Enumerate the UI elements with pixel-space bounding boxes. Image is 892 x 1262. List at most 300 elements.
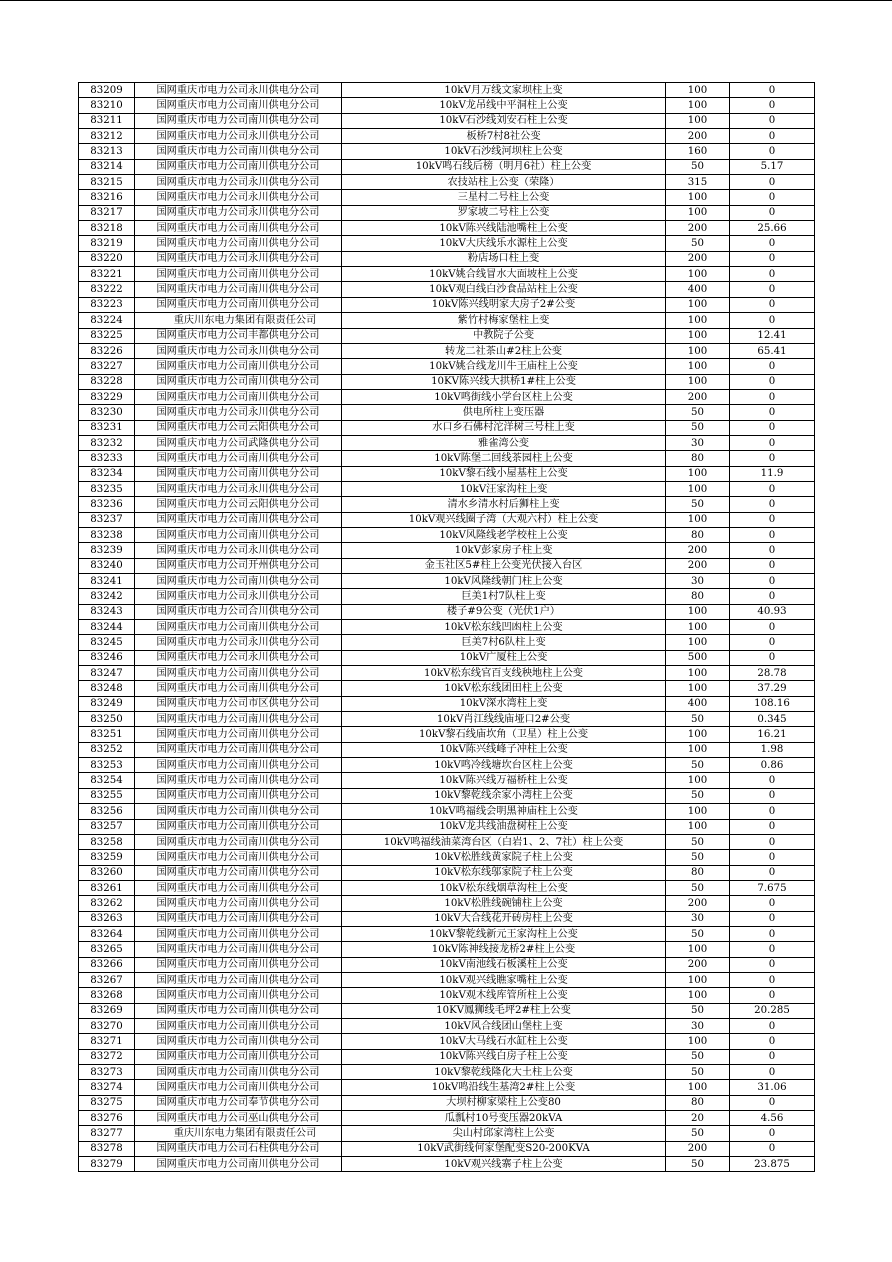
- transformer-name-cell: 10kV鸣冷线塘坎台区柱上公变: [342, 758, 666, 773]
- value-cell: 0: [730, 267, 815, 282]
- transformer-name-cell: 10kV风隆线老学校柱上公变: [342, 527, 666, 542]
- company-cell: 国网重庆市电力公司南川供电分公司: [135, 527, 342, 542]
- row-id-cell: 83257: [79, 819, 135, 834]
- transformer-name-cell: 中教院子公变: [342, 328, 666, 343]
- company-cell: 国网重庆市电力公司南川供电分公司: [135, 113, 342, 128]
- row-id-cell: 83243: [79, 604, 135, 619]
- value-cell: 0: [730, 98, 815, 113]
- value-cell: 0: [730, 865, 815, 880]
- value-cell: 0: [730, 788, 815, 803]
- transformer-name-cell: 10kV大马线石水缸柱上公变: [342, 1034, 666, 1049]
- row-id-cell: 83267: [79, 972, 135, 987]
- capacity-cell: 100: [666, 604, 730, 619]
- row-id-cell: 83222: [79, 282, 135, 297]
- row-id-cell: 83258: [79, 834, 135, 849]
- row-id-cell: 83250: [79, 712, 135, 727]
- value-cell: 0: [730, 297, 815, 312]
- company-cell: 国网重庆市电力公司南川供电分公司: [135, 389, 342, 404]
- table-row: [79, 926, 815, 941]
- value-cell: 0: [730, 374, 815, 389]
- company-cell: 国网重庆市电力公司南川供电分公司: [135, 574, 342, 589]
- capacity-cell: 50: [666, 712, 730, 727]
- capacity-cell: 100: [666, 988, 730, 1003]
- transformer-name-cell: 10kV风合线团山堡柱上变: [342, 1018, 666, 1033]
- value-cell: 0: [730, 83, 815, 98]
- value-cell: 0: [730, 589, 815, 604]
- row-id-cell: 83259: [79, 850, 135, 865]
- transformer-name-cell: 10kV大合线花开砖房柱上公变: [342, 911, 666, 926]
- value-cell: 0: [730, 1049, 815, 1064]
- row-id-cell: 83218: [79, 221, 135, 236]
- transformer-name-cell: 10kV黎乾线隆化大土柱上公变: [342, 1065, 666, 1080]
- transformer-name-cell: 10kV姚合线冒水大面坡柱上公变: [342, 267, 666, 282]
- value-cell: 0: [730, 144, 815, 159]
- table-row: [79, 543, 815, 558]
- company-cell: 国网重庆市电力公司南川供电分公司: [135, 727, 342, 742]
- value-cell: 0: [730, 972, 815, 987]
- table-row: [79, 850, 815, 865]
- table-row: [79, 1049, 815, 1064]
- capacity-cell: 100: [666, 742, 730, 757]
- row-id-cell: 83210: [79, 98, 135, 113]
- capacity-cell: 100: [666, 972, 730, 987]
- transformer-name-cell: 10kV武街线何家堡配变S20-200KVA: [342, 1141, 666, 1156]
- table-row: [79, 328, 815, 343]
- capacity-cell: 400: [666, 696, 730, 711]
- row-id-cell: 83230: [79, 405, 135, 420]
- transformer-name-cell: 10kV深水湾柱上变: [342, 696, 666, 711]
- row-id-cell: 83232: [79, 435, 135, 450]
- transformer-name-cell: 10kV陈兴线明家大房子2#公变: [342, 297, 666, 312]
- value-cell: 20.285: [730, 1003, 815, 1018]
- company-cell: 国网重庆市电力公司南川供电分公司: [135, 1065, 342, 1080]
- capacity-cell: 200: [666, 957, 730, 972]
- company-cell: 国网重庆市电力公司南川供电分公司: [135, 773, 342, 788]
- row-id-cell: 83236: [79, 497, 135, 512]
- transformer-name-cell: 雅雀湾公变: [342, 435, 666, 450]
- table-row: [79, 497, 815, 512]
- row-id-cell: 83272: [79, 1049, 135, 1064]
- table-row: [79, 635, 815, 650]
- capacity-cell: 50: [666, 420, 730, 435]
- company-cell: 国网重庆市电力公司永川供电分公司: [135, 481, 342, 496]
- value-cell: 0: [730, 911, 815, 926]
- company-cell: 国网重庆市电力公司开州供电分公司: [135, 558, 342, 573]
- value-cell: 0: [730, 1126, 815, 1141]
- value-cell: 25.66: [730, 221, 815, 236]
- value-cell: 0: [730, 834, 815, 849]
- company-cell: 国网重庆市电力公司巫山供电分公司: [135, 1111, 342, 1126]
- row-id-cell: 83241: [79, 574, 135, 589]
- row-id-cell: 83273: [79, 1065, 135, 1080]
- table-row: [79, 343, 815, 358]
- table-row: [79, 190, 815, 205]
- value-cell: 0: [730, 942, 815, 957]
- company-cell: 国网重庆市电力公司南川供电分公司: [135, 850, 342, 865]
- row-id-cell: 83249: [79, 696, 135, 711]
- company-cell: 国网重庆市电力公司南川供电分公司: [135, 1049, 342, 1064]
- row-id-cell: 83209: [79, 83, 135, 98]
- value-cell: 0: [730, 313, 815, 328]
- table-row: [79, 942, 815, 957]
- row-id-cell: 83251: [79, 727, 135, 742]
- value-cell: 0: [730, 850, 815, 865]
- transformer-name-cell: 10kV风隆线朝门柱上公变: [342, 574, 666, 589]
- company-cell: 国网重庆市电力公司永川供电分公司: [135, 83, 342, 98]
- transformer-name-cell: 10kV陈堡二回线茶园柱上公变: [342, 451, 666, 466]
- row-id-cell: 83279: [79, 1157, 135, 1172]
- value-cell: 5.17: [730, 159, 815, 174]
- table-row: [79, 773, 815, 788]
- transformer-name-cell: 10kV陈兴线白房子柱上公变: [342, 1049, 666, 1064]
- row-id-cell: 83242: [79, 589, 135, 604]
- value-cell: 0: [730, 527, 815, 542]
- company-cell: 国网重庆市电力公司永川供电分公司: [135, 589, 342, 604]
- capacity-cell: 315: [666, 175, 730, 190]
- transformer-table: [78, 82, 815, 1172]
- transformer-name-cell: 10kV龙共线油盘树柱上公变: [342, 819, 666, 834]
- capacity-cell: 50: [666, 159, 730, 174]
- company-cell: 国网重庆市电力公司南川供电分公司: [135, 804, 342, 819]
- table-row: [79, 313, 815, 328]
- table-row: [79, 159, 815, 174]
- transformer-name-cell: 10kV松东线凹凼柱上公变: [342, 620, 666, 635]
- table-row: [79, 481, 815, 496]
- table-row: [79, 451, 815, 466]
- table-row: [79, 282, 815, 297]
- capacity-cell: 100: [666, 666, 730, 681]
- transformer-name-cell: 10kV黎石线小屋基柱上公变: [342, 466, 666, 481]
- capacity-cell: 80: [666, 865, 730, 880]
- table-row: [79, 405, 815, 420]
- capacity-cell: 100: [666, 1080, 730, 1095]
- capacity-cell: 30: [666, 911, 730, 926]
- capacity-cell: 100: [666, 328, 730, 343]
- company-cell: 国网重庆市电力公司南川供电分公司: [135, 221, 342, 236]
- row-id-cell: 83237: [79, 512, 135, 527]
- row-id-cell: 83217: [79, 205, 135, 220]
- company-cell: 重庆川东电力集团有限责任公司: [135, 1126, 342, 1141]
- value-cell: 0: [730, 804, 815, 819]
- company-cell: 国网重庆市电力公司南川供电分公司: [135, 374, 342, 389]
- row-id-cell: 83226: [79, 343, 135, 358]
- row-id-cell: 83240: [79, 558, 135, 573]
- company-cell: 国网重庆市电力公司南川供电分公司: [135, 236, 342, 251]
- company-cell: 国网重庆市电力公司永川供电分公司: [135, 405, 342, 420]
- value-cell: 0: [730, 251, 815, 266]
- table-row: [79, 804, 815, 819]
- company-cell: 国网重庆市电力公司永川供电分公司: [135, 251, 342, 266]
- transformer-name-cell: 10kV松东线邬家院子柱上公变: [342, 865, 666, 880]
- table-row: [79, 83, 815, 98]
- value-cell: 0: [730, 650, 815, 665]
- table-row: [79, 527, 815, 542]
- value-cell: 0.86: [730, 758, 815, 773]
- table-row: [79, 512, 815, 527]
- row-id-cell: 83262: [79, 896, 135, 911]
- row-id-cell: 83231: [79, 420, 135, 435]
- table-row: [79, 420, 815, 435]
- row-id-cell: 83274: [79, 1080, 135, 1095]
- row-id-cell: 83235: [79, 481, 135, 496]
- table-row: [79, 98, 815, 113]
- table-row: [79, 144, 815, 159]
- company-cell: 国网重庆市电力公司丰都供电分公司: [135, 328, 342, 343]
- company-cell: 国网重庆市电力公司南川供电分公司: [135, 1034, 342, 1049]
- company-cell: 国网重庆市电力公司永川供电分公司: [135, 175, 342, 190]
- table-row: [79, 374, 815, 389]
- value-cell: 11.9: [730, 466, 815, 481]
- value-cell: 0: [730, 113, 815, 128]
- capacity-cell: 100: [666, 804, 730, 819]
- transformer-name-cell: 10kV陈兴线万福桥柱上公变: [342, 773, 666, 788]
- company-cell: 国网重庆市电力公司南川供电分公司: [135, 1018, 342, 1033]
- capacity-cell: 80: [666, 1095, 730, 1110]
- capacity-cell: 50: [666, 834, 730, 849]
- capacity-cell: 100: [666, 635, 730, 650]
- capacity-cell: 100: [666, 942, 730, 957]
- company-cell: 国网重庆市电力公司南川供电分公司: [135, 911, 342, 926]
- capacity-cell: 160: [666, 144, 730, 159]
- table-row: [79, 1034, 815, 1049]
- row-id-cell: 83252: [79, 742, 135, 757]
- transformer-name-cell: 10kV松东线团田柱上公变: [342, 681, 666, 696]
- row-id-cell: 83270: [79, 1018, 135, 1033]
- capacity-cell: 100: [666, 773, 730, 788]
- row-id-cell: 83265: [79, 942, 135, 957]
- transformer-name-cell: 10kV鸣福线会明黑神庙柱上公变: [342, 804, 666, 819]
- row-id-cell: 83276: [79, 1111, 135, 1126]
- capacity-cell: 50: [666, 880, 730, 895]
- value-cell: 0: [730, 1065, 815, 1080]
- company-cell: 国网重庆市电力公司南川供电分公司: [135, 451, 342, 466]
- transformer-name-cell: 瓜瓢村10号变压器20kVA: [342, 1111, 666, 1126]
- capacity-cell: 400: [666, 282, 730, 297]
- capacity-cell: 100: [666, 205, 730, 220]
- table-row: [79, 681, 815, 696]
- capacity-cell: 500: [666, 650, 730, 665]
- transformer-name-cell: 10kV石沙线刘安石柱上公变: [342, 113, 666, 128]
- transformer-name-cell: 10kV观兴线圈子湾（大观六村）柱上公变: [342, 512, 666, 527]
- table-row: [79, 865, 815, 880]
- value-cell: 108.16: [730, 696, 815, 711]
- capacity-cell: 100: [666, 267, 730, 282]
- transformer-name-cell: 10kV广厦柱上公变: [342, 650, 666, 665]
- company-cell: 国网重庆市电力公司南川供电分公司: [135, 681, 342, 696]
- company-cell: 国网重庆市电力公司南川供电分公司: [135, 865, 342, 880]
- value-cell: 0: [730, 451, 815, 466]
- company-cell: 国网重庆市电力公司石柱供电分公司: [135, 1141, 342, 1156]
- row-id-cell: 83277: [79, 1126, 135, 1141]
- row-id-cell: 83271: [79, 1034, 135, 1049]
- table-row: [79, 1157, 815, 1172]
- transformer-name-cell: 10kV龙吊线中平洞柱上公变: [342, 98, 666, 113]
- table-row: [79, 466, 815, 481]
- table-row: [79, 666, 815, 681]
- row-id-cell: 83227: [79, 359, 135, 374]
- company-cell: 国网重庆市电力公司南川供电分公司: [135, 297, 342, 312]
- table-row: [79, 113, 815, 128]
- company-cell: 国网重庆市电力公司南川供电分公司: [135, 282, 342, 297]
- company-cell: 国网重庆市电力公司南川供电分公司: [135, 666, 342, 681]
- capacity-cell: 80: [666, 451, 730, 466]
- company-cell: 国网重庆市电力公司南川供电分公司: [135, 788, 342, 803]
- company-cell: 国网重庆市电力公司永川供电分公司: [135, 343, 342, 358]
- value-cell: 4.56: [730, 1111, 815, 1126]
- value-cell: 0: [730, 574, 815, 589]
- table-row: [79, 650, 815, 665]
- capacity-cell: 50: [666, 1126, 730, 1141]
- value-cell: 0: [730, 635, 815, 650]
- value-cell: 0: [730, 558, 815, 573]
- capacity-cell: 100: [666, 343, 730, 358]
- value-cell: 0: [730, 435, 815, 450]
- table-row: [79, 696, 815, 711]
- transformer-name-cell: 10kV石沙线河坝柱上公变: [342, 144, 666, 159]
- transformer-name-cell: 10kV观兴线瞧家嘴柱上公变: [342, 972, 666, 987]
- company-cell: 国网重庆市电力公司南川供电分公司: [135, 466, 342, 481]
- row-id-cell: 83229: [79, 389, 135, 404]
- capacity-cell: 50: [666, 1157, 730, 1172]
- capacity-cell: 200: [666, 896, 730, 911]
- table-row: [79, 389, 815, 404]
- capacity-cell: 100: [666, 512, 730, 527]
- value-cell: 28.78: [730, 666, 815, 681]
- value-cell: 0: [730, 957, 815, 972]
- value-cell: 31.06: [730, 1080, 815, 1095]
- company-cell: 国网重庆市电力公司永川供电分公司: [135, 129, 342, 144]
- transformer-name-cell: 10kV松东线烟草沟柱上公变: [342, 880, 666, 895]
- value-cell: 23.875: [730, 1157, 815, 1172]
- row-id-cell: 83224: [79, 313, 135, 328]
- transformer-name-cell: 罗家坡二号柱上公变: [342, 205, 666, 220]
- row-id-cell: 83266: [79, 957, 135, 972]
- table-row: [79, 712, 815, 727]
- company-cell: 国网重庆市电力公司南川供电分公司: [135, 1080, 342, 1095]
- value-cell: 7.675: [730, 880, 815, 895]
- value-cell: 0: [730, 359, 815, 374]
- capacity-cell: 100: [666, 727, 730, 742]
- transformer-name-cell: 10kV陈兴线陆池嘴柱上公变: [342, 221, 666, 236]
- row-id-cell: 83211: [79, 113, 135, 128]
- transformer-name-cell: 金玉社区5#柱上公变光伏接入台区: [342, 558, 666, 573]
- company-cell: 国网重庆市电力公司云阳供电分公司: [135, 497, 342, 512]
- value-cell: 0.345: [730, 712, 815, 727]
- capacity-cell: 100: [666, 1034, 730, 1049]
- capacity-cell: 100: [666, 313, 730, 328]
- capacity-cell: 200: [666, 129, 730, 144]
- company-cell: 国网重庆市电力公司南川供电分公司: [135, 957, 342, 972]
- value-cell: 0: [730, 1034, 815, 1049]
- company-cell: 国网重庆市电力公司南川供电分公司: [135, 159, 342, 174]
- value-cell: 0: [730, 926, 815, 941]
- capacity-cell: 200: [666, 251, 730, 266]
- capacity-cell: 100: [666, 819, 730, 834]
- transformer-name-cell: 清水乡清水村后狮柱上变: [342, 497, 666, 512]
- table-row: [79, 435, 815, 450]
- value-cell: 37.29: [730, 681, 815, 696]
- company-cell: 国网重庆市电力公司南川供电分公司: [135, 1003, 342, 1018]
- transformer-name-cell: 10kV大庆线乐水源柱上公变: [342, 236, 666, 251]
- transformer-name-cell: 10kV鸣福线油菜湾台区（白岩1、2、7社）柱上公变: [342, 834, 666, 849]
- transformer-name-cell: 10kV松胜线碗铺柱上公变: [342, 896, 666, 911]
- table-row: [79, 742, 815, 757]
- transformer-name-cell: 农技站柱上公变（荣隆）: [342, 175, 666, 190]
- transformer-name-cell: 10kV鸣街线小学台区柱上公变: [342, 389, 666, 404]
- value-cell: 0: [730, 819, 815, 834]
- row-id-cell: 83239: [79, 543, 135, 558]
- table-row: [79, 834, 815, 849]
- transformer-name-cell: 三星村二号柱上公变: [342, 190, 666, 205]
- row-id-cell: 83220: [79, 251, 135, 266]
- capacity-cell: 80: [666, 527, 730, 542]
- table-row: [79, 205, 815, 220]
- value-cell: 0: [730, 773, 815, 788]
- row-id-cell: 83234: [79, 466, 135, 481]
- transformer-name-cell: 10kV陈兴线峰子冲柱上公变: [342, 742, 666, 757]
- row-id-cell: 83264: [79, 926, 135, 941]
- transformer-name-cell: 转龙二社茶山#2柱上公变: [342, 343, 666, 358]
- transformer-name-cell: 供电所柱上变压器: [342, 405, 666, 420]
- company-cell: 国网重庆市电力公司南川供电分公司: [135, 926, 342, 941]
- capacity-cell: 50: [666, 926, 730, 941]
- row-id-cell: 83253: [79, 758, 135, 773]
- table-row: [79, 758, 815, 773]
- value-cell: 0: [730, 190, 815, 205]
- transformer-table-body: [79, 83, 815, 1172]
- row-id-cell: 83246: [79, 650, 135, 665]
- row-id-cell: 83228: [79, 374, 135, 389]
- transformer-name-cell: 10kV黎乾线余家小湾柱上公变: [342, 788, 666, 803]
- value-cell: 0: [730, 1095, 815, 1110]
- transformer-name-cell: 10kV松东线官百支线秧地柱上公变: [342, 666, 666, 681]
- value-cell: 12.41: [730, 328, 815, 343]
- row-id-cell: 83213: [79, 144, 135, 159]
- value-cell: 0: [730, 205, 815, 220]
- company-cell: 国网重庆市电力公司南川供电分公司: [135, 742, 342, 757]
- table-row: [79, 957, 815, 972]
- transformer-name-cell: 紫竹村梅家堡柱上变: [342, 313, 666, 328]
- row-id-cell: 83256: [79, 804, 135, 819]
- table-row: [79, 267, 815, 282]
- table-row: [79, 574, 815, 589]
- table-row: [79, 911, 815, 926]
- row-id-cell: 83215: [79, 175, 135, 190]
- capacity-cell: 20: [666, 1111, 730, 1126]
- table-row: [79, 236, 815, 251]
- table-row: [79, 604, 815, 619]
- value-cell: 0: [730, 1018, 815, 1033]
- table-row: [79, 1126, 815, 1141]
- capacity-cell: 30: [666, 574, 730, 589]
- value-cell: 0: [730, 512, 815, 527]
- value-cell: 0: [730, 988, 815, 1003]
- capacity-cell: 30: [666, 1018, 730, 1033]
- table-row: [79, 1065, 815, 1080]
- company-cell: 国网重庆市电力公司南川供电分公司: [135, 834, 342, 849]
- transformer-name-cell: 10KV陈兴线大拱桥1#柱上公变: [342, 374, 666, 389]
- company-cell: 国网重庆市电力公司永川供电分公司: [135, 543, 342, 558]
- table-row: [79, 988, 815, 1003]
- transformer-name-cell: 大坝村柳家梁柱上公变80: [342, 1095, 666, 1110]
- company-cell: 国网重庆市电力公司合川供电分公司: [135, 604, 342, 619]
- row-id-cell: 83238: [79, 527, 135, 542]
- capacity-cell: 50: [666, 405, 730, 420]
- capacity-cell: 50: [666, 850, 730, 865]
- capacity-cell: 100: [666, 481, 730, 496]
- table-row: [79, 175, 815, 190]
- value-cell: 16.21: [730, 727, 815, 742]
